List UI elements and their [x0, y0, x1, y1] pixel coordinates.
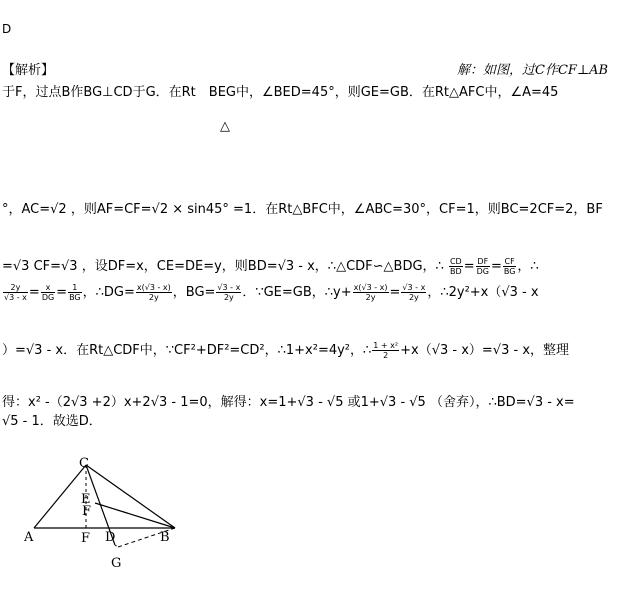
solution-line-5: ）=√3 - x．在Rt△CDF中，∵CF²+DF²=CD²，∴1+x²=4y²，∴ $\frac{\text{1 + x²}}{2}$ +x（√3 - x）=√3 - x，整理	[2, 341, 570, 360]
fraction-rhs: $\frac{√3 - x}{2y}$	[402, 283, 426, 302]
line3-text: =√3 CF=√3 ，设DF=x，CE=DE=y，则BD=√3 - x，∴△CDF∽△BDG，∴	[2, 259, 444, 274]
solution-line-6: 得：x² -（2√3 +2）x+2√3 - 1=0，解得：x=1+√3 - √5 或1+√3 - √5 （舍弃），∴BD=√3 - x=	[2, 395, 575, 410]
triangle-mark: △	[220, 119, 230, 134]
label-e: E	[81, 492, 91, 507]
solution-heading: 【解析】	[2, 63, 55, 78]
segment-dg-dashed	[115, 545, 118, 547]
fraction-dg-value: $\frac{x(√3 - x)}{2y}$	[136, 283, 171, 302]
fraction-cd-bd: $\frac{CD}{BD}$	[449, 257, 462, 276]
label-a: A	[24, 530, 34, 545]
fraction-y-term: $\frac{x(√3 - x)}{2y}$	[353, 283, 388, 302]
label-d: D	[105, 530, 116, 545]
fraction-bg-value: $\frac{√3 - x}{2y}$	[217, 283, 241, 302]
answer-letter: D	[2, 22, 12, 36]
solution-line-7: √5 - 1．故选D．	[2, 414, 102, 429]
segment-ca	[34, 465, 86, 528]
fraction-cf-bg: $\frac{CF}{BG}$	[503, 257, 516, 276]
fraction-2y: $\frac{2y}{√3 - x}$	[4, 283, 27, 302]
fraction-x-dg: $\frac{x}{DG}$	[41, 283, 55, 302]
label-f-mid: F	[82, 504, 92, 519]
fraction-1-bg: $\frac{1}{BG}$	[69, 283, 81, 302]
solution-line-2: °，AC=√2 ，则AF=CF=√2 × sin45° =1．在Rt△BFC中，∠ABC=30°，CF=1，则BC=2CF=2，BF	[2, 202, 603, 217]
solution-intro: 解：如图，过C作CF⊥AB	[457, 63, 609, 78]
label-f: F	[81, 531, 91, 546]
solution-line-4: $\frac{2y}{√3 - x}$ = $\frac{x}{DG}$ = $\frac{1}{BG}$ ，∴DG= $\frac{x(√3 - x)}{2y}$ ，BG= $\frac{√3 - x}{2y}$ ．∵GE=GB，∴y+ $\frac{x(√3 - x)}{2y}$ = $\frac{√3 - x}{2y}$ ，∴2y²+x（√3 - x	[4, 283, 539, 302]
solution-line-3: =√3 CF=√3 ，设DF=x，CE=DE=y，则BD=√3 - x，∴△CDF∽△BDG，∴ $\frac{CD}{BD}$ = $\frac{DF}{DG}$ = $\frac{CF}{BG}$ ，∴	[2, 257, 539, 276]
geometry-figure	[20, 455, 210, 590]
segment-cb	[86, 465, 175, 528]
fraction-1-x2: $\frac{\text{1 + x²}}{2}$	[373, 341, 399, 360]
label-c: C	[79, 456, 89, 471]
label-g: G	[111, 556, 122, 571]
fraction-df-dg: $\frac{DF}{DG}$	[476, 257, 489, 276]
label-b: B	[160, 530, 170, 545]
solution-line-1: 于F，过点B作BG⊥CD于G．在Rt BEG中，∠BED=45°，则GE=GB．在Rt△AFC中，∠A=45	[2, 85, 559, 100]
